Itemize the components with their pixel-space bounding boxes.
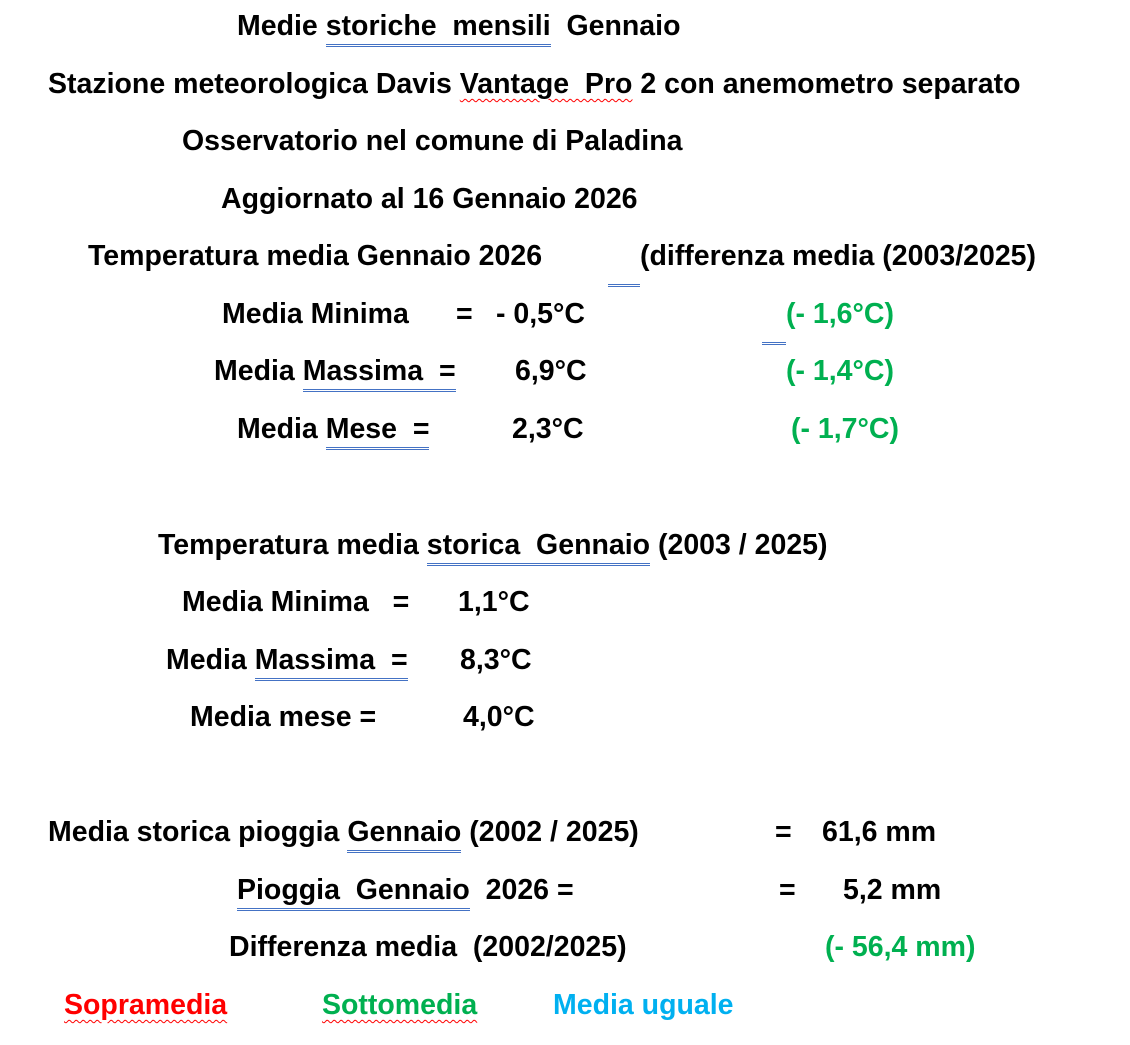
historic-max-label (166, 646, 408, 675)
historic-min-value: 1,1°C (458, 586, 530, 618)
historic-heading-a: Temperatura media (158, 529, 419, 561)
historic-max-label-b: Massima = (254, 644, 408, 676)
rain-diff-label: Differenza media (2002/2025) (229, 931, 627, 963)
blank-underline (608, 263, 640, 265)
rain-historic-label-a: Media storica pioggia (48, 816, 340, 848)
rain-current-value: 5,2 mm (843, 874, 942, 906)
rain-historic-label-b: Gennaio (347, 816, 462, 848)
rain-diff-value: (- 56,4 mm) (825, 931, 976, 963)
blank-underline (762, 321, 786, 323)
current-max-label-a: Media (214, 355, 295, 387)
current-mean-label-a: Media (237, 413, 318, 445)
updated-line: Aggiornato al 16 Gennaio 2026 (221, 183, 638, 215)
historic-heading-c: (2003 / 2025) (657, 529, 828, 561)
current-mean-value: 2,3°C (512, 413, 584, 445)
rain-historic-label (48, 818, 639, 847)
current-diff-heading (608, 242, 1036, 271)
current-min-diff-value: (- 1,6°C) (786, 298, 894, 330)
historic-heading-b: storica Gennaio (426, 529, 651, 561)
rain-current-label-b: 2026 = (485, 874, 574, 906)
current-max-diff: (- 1,4°C) (786, 355, 894, 387)
legend-equal: Media uguale (553, 989, 734, 1021)
station-line (48, 70, 1021, 99)
current-mean-label-b: Mese = (325, 413, 430, 445)
current-max-label-b: Massima = (302, 355, 456, 387)
diff-heading-text: (differenza media (2003/2025) (640, 240, 1037, 272)
station-part-2: Vantage Pro (459, 68, 633, 100)
current-max-label (214, 357, 456, 386)
station-part-3: 2 con anemometro separato (640, 68, 1021, 100)
title-part-2: storiche mensili (325, 10, 551, 42)
rain-historic-eq: = (775, 816, 792, 848)
current-min-eq: = (456, 298, 473, 330)
rain-historic-label-c: (2002 / 2025) (469, 816, 639, 848)
current-mean-label (237, 415, 429, 444)
historic-heading (158, 531, 828, 560)
rain-current-label (237, 876, 574, 905)
rain-current-eq: = (779, 874, 796, 906)
legend-below: Sottomedia (322, 989, 478, 1021)
historic-mean-label: Media mese = (190, 701, 377, 733)
current-heading: Temperatura media Gennaio 2026 (88, 240, 543, 272)
historic-mean-value: 4,0°C (463, 701, 535, 733)
rain-current-label-a: Pioggia Gennaio (237, 874, 470, 906)
current-max-value: 6,9°C (515, 355, 587, 387)
current-min-label: Media Minima (222, 298, 409, 330)
station-part-1: Stazione meteorologica Davis (48, 68, 452, 100)
rain-historic-value: 61,6 mm (822, 816, 937, 848)
observatory-line: Osservatorio nel comune di Paladina (182, 125, 683, 157)
title-part-1: Medie (237, 10, 318, 42)
historic-max-label-a: Media (166, 644, 247, 676)
title-part-3: Gennaio (566, 10, 681, 42)
current-min-diff (762, 300, 894, 329)
current-min-value: - 0,5°C (496, 298, 586, 330)
historic-max-value: 8,3°C (460, 644, 532, 676)
current-mean-diff: (- 1,7°C) (791, 413, 899, 445)
historic-min-label: Media Minima = (182, 586, 410, 618)
title (237, 12, 680, 41)
legend-above: Sopramedia (64, 989, 228, 1021)
